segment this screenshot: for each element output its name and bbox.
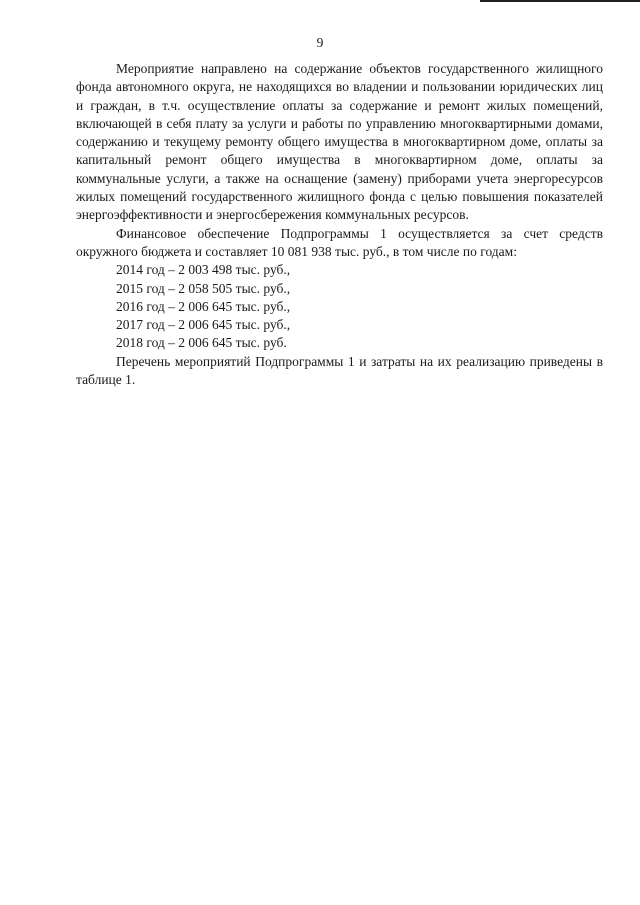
funding-year-2016: 2016 год – 2 006 645 тыс. руб., — [116, 298, 291, 314]
top-edge-rule — [480, 0, 640, 2]
funding-year-2018: 2018 год – 2 006 645 тыс. руб. — [116, 335, 287, 351]
funding-year-2014: 2014 год – 2 003 498 тыс. руб., — [116, 262, 291, 278]
financing-paragraph: Финансовое обеспечение Подпрограммы 1 осуществляется за счет средств окружного бюджета и составляет 10 081 938 тыс. руб., в том числе по годам: — [76, 225, 603, 259]
activity-paragraph: Мероприятие направлено на содержание объектов государственного жилищного фонда автономного округа, не находящихся во владении и пользовании юридических лиц и граждан, в т.ч. осуществление оплаты за содержание и ремонт жилых помещений, включающей в себя плату за услуги и работы по управлению многоквартирными домами, содержанию и текущему ремонту общего имущества в многоквартирном доме, оплаты за капитальный ремонт общего имущества в многоквартирном доме, оплаты за коммунальные услуги, а также на оснащение (замену) приборами учета энергоресурсов жилых помещений государственного жилищного фонда с целью повышения показателей энергоэффективности и энергосбережения коммунальных ресурсов. — [76, 61, 603, 223]
funding-year-2015: 2015 год – 2 058 505 тыс. руб., — [116, 280, 291, 296]
funding-year-2017: 2017 год – 2 006 645 тыс. руб., — [116, 317, 291, 333]
document-body — [76, 60, 603, 389]
page-number: 9 — [316, 35, 324, 50]
list-note-paragraph: Перечень мероприятий Подпрограммы 1 и затраты на их реализацию приведены в таблице 1. — [76, 353, 603, 388]
funding-year-list — [76, 261, 603, 352]
